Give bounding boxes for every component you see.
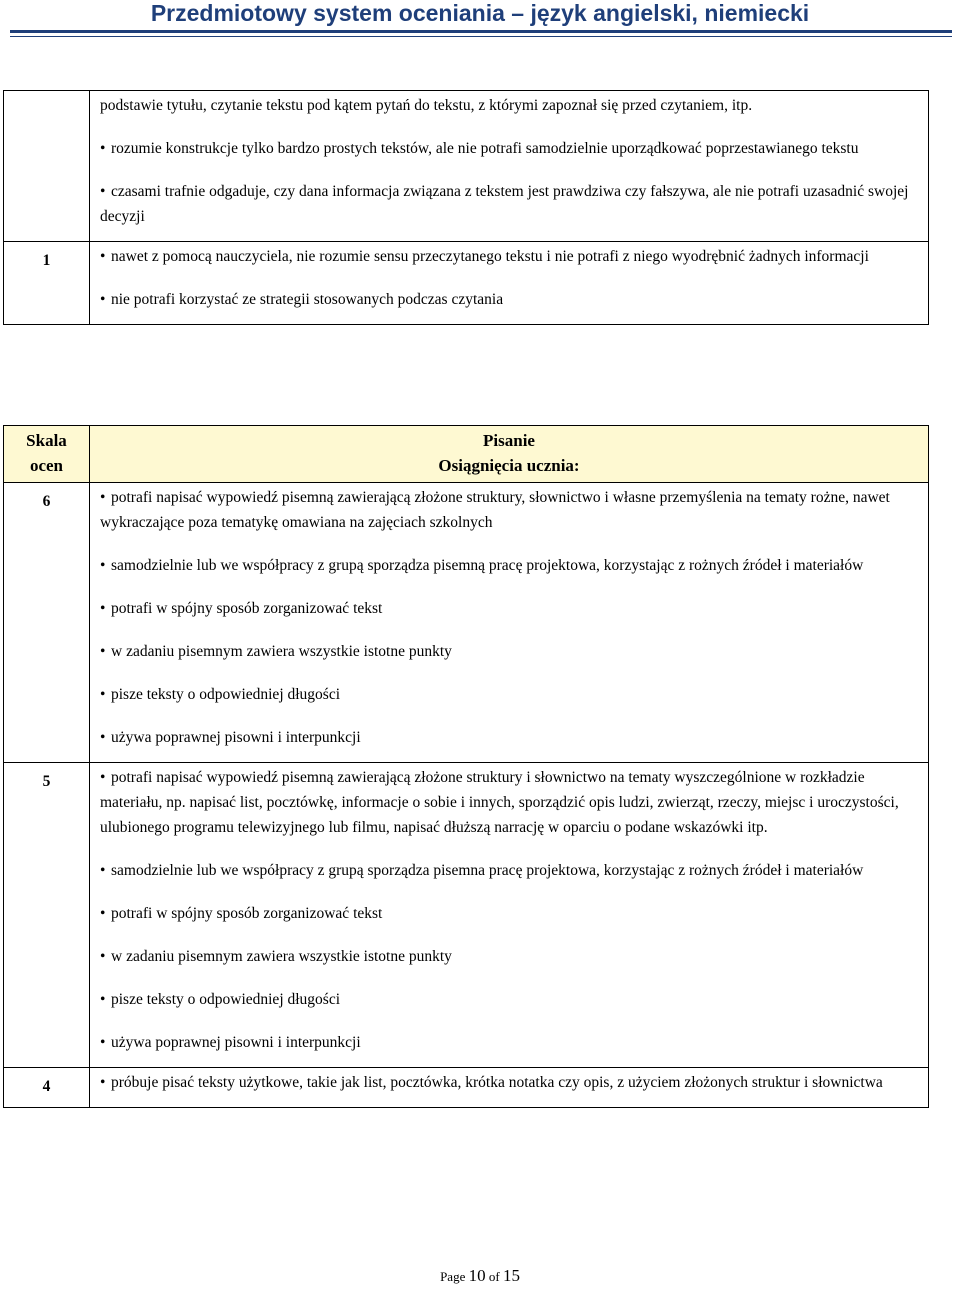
section-title: Pisanie — [483, 431, 535, 450]
bullet-item: • próbuje pisać teksty użytkowe, takie jak list, pocztówka, krótka notatka czy opis, z użyciem złożonych struktur i słownictwa — [100, 1070, 918, 1095]
bullet-icon: • — [100, 183, 106, 200]
bullet-icon: • — [100, 769, 106, 786]
table-row — [4, 242, 929, 325]
bullet-item: • samodzielnie lub we współpracy z grupą sporządza pisemną pracę projektowa, korzystając z rożnych źródeł i materiałów — [100, 553, 918, 578]
document-header: Przedmiotowy system oceniania – język angielski, niemiecki — [150, 0, 810, 26]
table-row — [4, 763, 929, 1068]
scale-header: Skala ocen — [4, 426, 90, 483]
bullet-item: • potrafi napisać wypowiedź pisemną zawierającą złożone struktury i słownictwo na tematy wyszczególnione w rozkładzie materiału, np. napisać list, pocztówkę, informacje o sobie i innych, sporządzić opis ludzi, zwierząt, rzeczy, miejsc i uroczystości, ulubionego programu telewizyjnego lub filmu, napisać dłuższą narrację w oparciu o podane wskazówki itp. — [100, 765, 918, 840]
grade-cell: 1 — [4, 242, 90, 325]
bullet-item: • używa poprawnej pisowni i interpunkcji — [100, 1030, 918, 1055]
bullet-icon: • — [100, 643, 106, 660]
page-number: Page 10 of 15 — [440, 1266, 520, 1285]
bullet-icon: • — [100, 140, 106, 157]
grade-cell: 5 — [4, 763, 90, 1068]
bullet-icon: • — [100, 905, 106, 922]
reading-table — [3, 90, 929, 325]
bullet-item: • używa poprawnej pisowni i interpunkcji — [100, 725, 918, 750]
bullet-item: • nie potrafi korzystać ze strategii stosowanych podczas czytania — [100, 287, 918, 312]
section-subtitle: Osiągnięcia ucznia: — [438, 456, 580, 475]
bullet-icon: • — [100, 489, 106, 506]
table-header-row — [4, 426, 929, 483]
grade-cell: 4 — [4, 1068, 90, 1108]
bullet-item: • samodzielnie lub we współpracy z grupą sporządza pisemna pracę projektowa, korzystając z rożnych źródeł i materiałów — [100, 858, 918, 883]
bullet-icon: • — [100, 600, 106, 617]
continuation-text: podstawie tytułu, czytanie tekstu pod kątem pytań do tekstu, z którymi zapoznał się przed czytaniem, itp. — [100, 97, 753, 114]
bullet-icon: • — [100, 948, 106, 965]
grade-cell: 6 — [4, 483, 90, 763]
bullet-icon: • — [100, 729, 106, 746]
table-row — [4, 91, 929, 242]
table-row — [4, 1068, 929, 1108]
bullet-item: • pisze teksty o odpowiedniej długości — [100, 987, 918, 1012]
bullet-item: • potrafi w spójny sposób zorganizować tekst — [100, 901, 918, 926]
bullet-icon: • — [100, 248, 106, 265]
bullet-icon: • — [100, 557, 106, 574]
bullet-item: • w zadaniu pisemnym zawiera wszystkie istotne punkty — [100, 639, 918, 664]
bullet-item: • rozumie konstrukcje tylko bardzo prostych tekstów, ale nie potrafi samodzielnie uporządkować poprzestawianego tekstu — [100, 136, 918, 161]
bullet-item: • pisze teksty o odpowiedniej długości — [100, 682, 918, 707]
bullet-icon: • — [100, 686, 106, 703]
bullet-icon: • — [100, 991, 106, 1008]
achievements-cell — [90, 91, 929, 242]
table-row — [4, 483, 929, 763]
achievements-cell — [90, 1068, 929, 1108]
writing-table — [3, 425, 929, 1108]
header-rule — [10, 30, 952, 33]
section-header — [90, 426, 929, 483]
bullet-icon: • — [100, 291, 106, 308]
bullet-item: • w zadaniu pisemnym zawiera wszystkie istotne punkty — [100, 944, 918, 969]
bullet-icon: • — [100, 1034, 106, 1051]
header-rule-thin — [10, 36, 952, 37]
achievements-cell — [90, 242, 929, 325]
achievements-cell — [90, 763, 929, 1068]
achievements-cell — [90, 483, 929, 763]
grade-cell — [4, 91, 90, 242]
bullet-item: • potrafi w spójny sposób zorganizować tekst — [100, 596, 918, 621]
bullet-item: • nawet z pomocą nauczyciela, nie rozumie sensu przeczytanego tekstu i nie potrafi z niego wyodrębnić żadnych informacji — [100, 244, 918, 269]
bullet-icon: • — [100, 862, 106, 879]
bullet-icon: • — [100, 1074, 106, 1091]
bullet-item: • czasami trafnie odgaduje, czy dana informacja związana z tekstem jest prawdziwa czy fałszywa, ale nie potrafi uzasadnić swojej decyzji — [100, 179, 918, 229]
bullet-item: • potrafi napisać wypowiedź pisemną zawierającą złożone struktury, słownictwo i własne przemyślenia na tematy rożne, nawet wykraczające poza tematykę omawiana na zajęciach szkolnych — [100, 485, 918, 535]
